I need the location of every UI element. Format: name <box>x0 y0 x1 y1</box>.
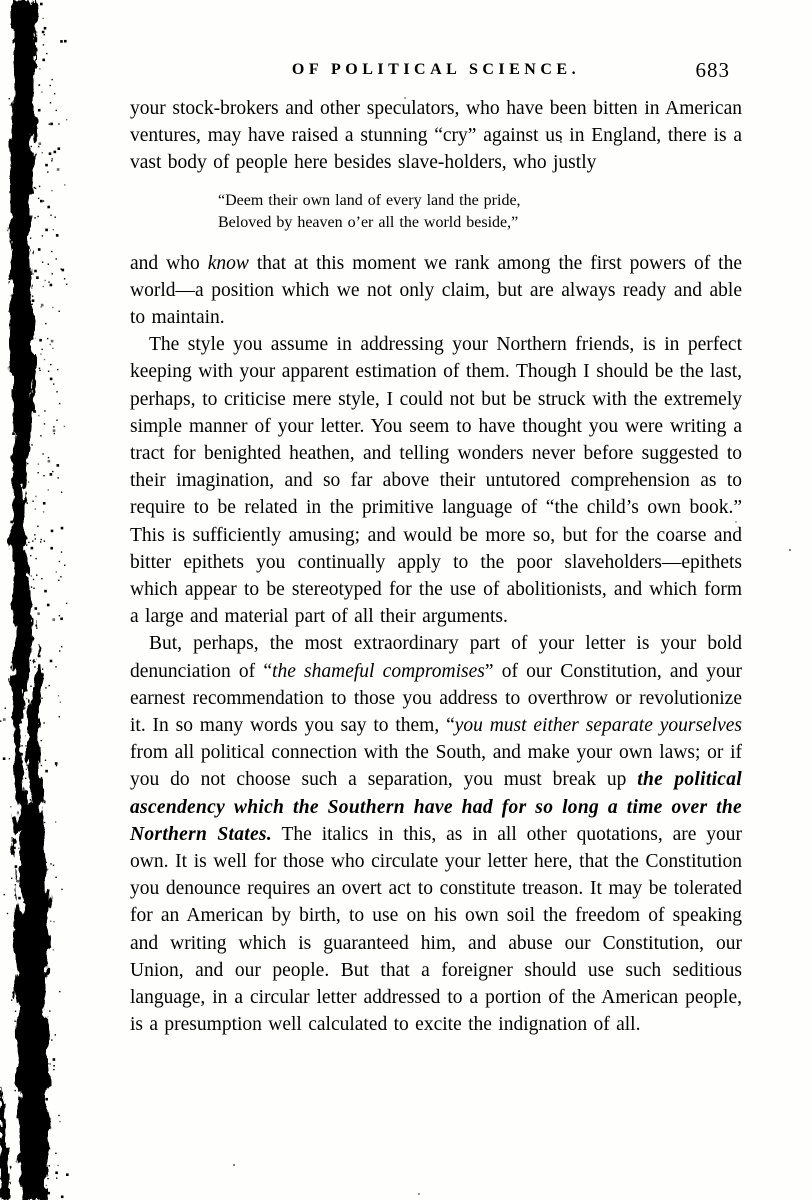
text-segment: The italics in this, as in all other quotations, are your own. It is well for those who circulate your letter here, that the Constitution you denounce requires an overt act to constitute treason. It may be tolerated for an American by birth, to use on his own soil the freedom of speaking and writing which is guaranteed him, and abuse our Constitution, our Union, and our people. But that a foreigner should use such seditious language, in a circular letter addressed to a portion of the American people, is a presumption well calculated to excite the indignation of all. <box>130 823 742 1036</box>
text-segment: you must either separate yourselves <box>454 715 743 737</box>
verse-line: “Deem their own land of every land the pride, <box>218 191 521 209</box>
text-segment: the political ascendency which the Southern have had for so long a time over the Northern States. <box>130 769 743 845</box>
page-text <box>130 95 742 1039</box>
text-segment: The style you assume in addressing your Northern friends, is in perfect keeping with your apparent estimation of them. Though I should be the last, perhaps, to criticise mere style, I could not but be struck with the extremely simple manner of your letter. You seem to have thought you were writing a tract for benighted heathen, and telling wonders never before suggested to their imagination, and so far above their untutored comprehension as to require to be related in the primitive language of “the child’s own book.” This is sufficiently amusing; and would be more so, but for the coarse and bitter epithets you continually apply to the poor slaveholders—epithets which appear to be stereotyped for the use of abolitionists, and which form a large and material part of all their arguments. <box>130 334 742 628</box>
page-number: 683 <box>695 58 730 82</box>
verse-quote <box>218 190 742 235</box>
scan-speck <box>233 1164 235 1166</box>
text-segment: your stock-brokers and other speculators, who have been bitten in American ventures, may have raised a stunning “cry” against us in England, there is a vast body of people here besides slave-holders, who justly <box>130 98 742 174</box>
paragraph-continuation <box>130 95 742 177</box>
paragraph <box>130 331 742 630</box>
scan-speck <box>789 549 791 551</box>
page-header <box>130 58 742 88</box>
scan-speck <box>418 1193 420 1195</box>
running-title: OF POLITICAL SCIENCE. <box>291 61 581 78</box>
binding-ink-artifact <box>0 0 70 1200</box>
text-segment: But, perhaps, the most extraordinary part of your letter is your bold denunciation of “ <box>130 633 742 682</box>
text-segment: ” of our Constitution, and your earnest recommendation to those you address to overthrow or revolutionize it. In so many words you say to them, “ <box>130 660 742 737</box>
paragraph <box>130 250 742 332</box>
text-segment: from all political connection with the South, and make your own laws; or if you do not choose such a separation, you must break up <box>130 742 742 791</box>
text-segment: and who <box>130 252 208 274</box>
text-segment: the shameful compromises <box>272 660 485 682</box>
text-segment: know <box>207 252 249 274</box>
verse-line: Beloved by heaven o’er all the world beside,” <box>218 214 519 232</box>
text-segment: that at this moment we rank among the first powers of the world—a position which we not only claim, but are always ready and able to maintain. <box>130 252 742 329</box>
paragraph <box>130 630 742 1038</box>
